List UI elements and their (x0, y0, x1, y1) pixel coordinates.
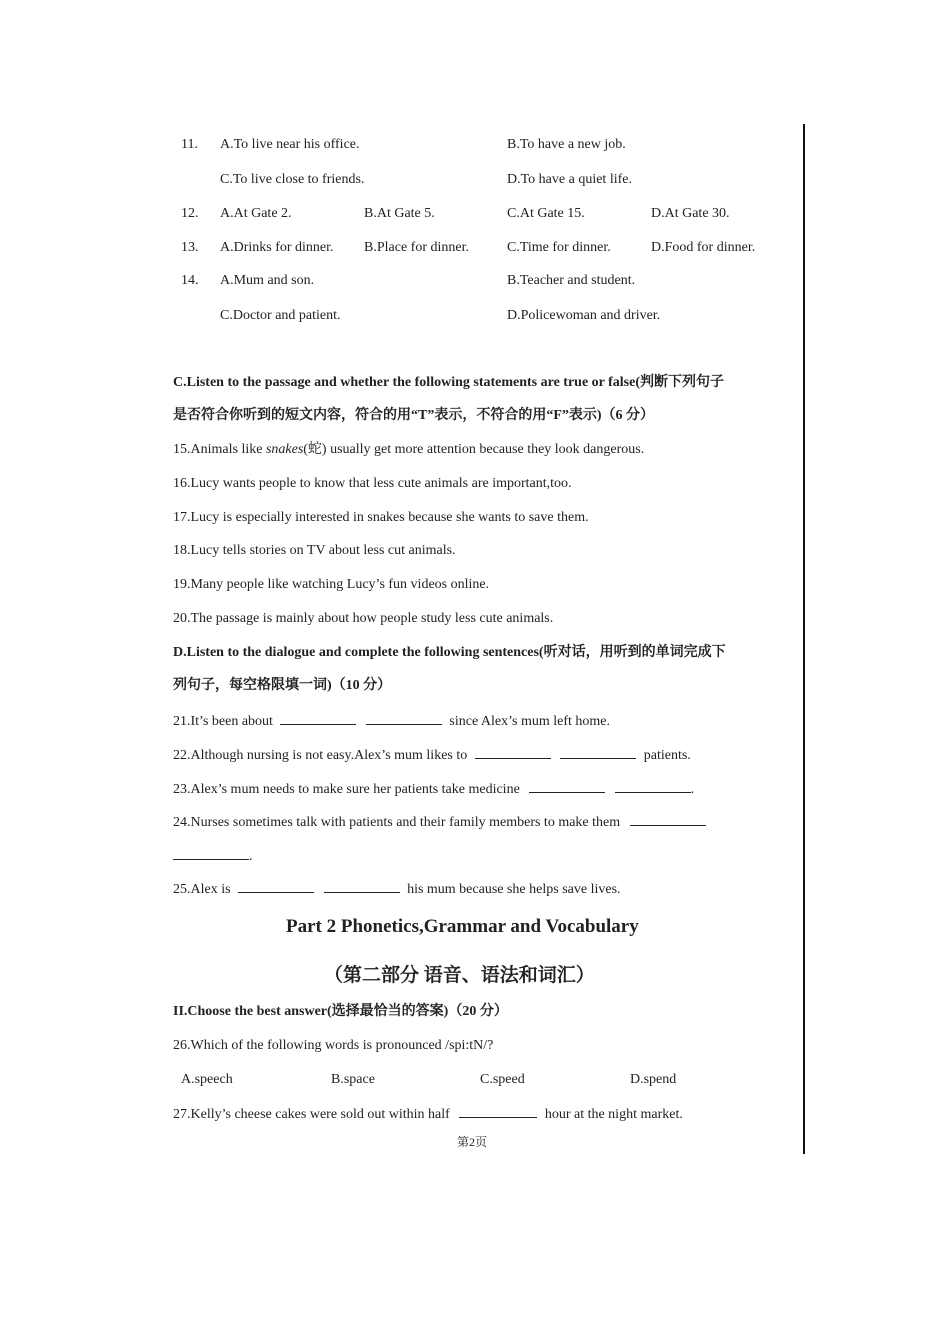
q27-text-post: hour at the night market. (544, 1107, 683, 1122)
q23-text-post: . (690, 782, 695, 797)
q22-text-post: patients. (643, 748, 691, 763)
q24-text-post: . (249, 849, 253, 864)
q13-option-c: C.Time for dinner. (507, 240, 611, 255)
q25-sentence (173, 881, 621, 897)
q12-option-c: C.At Gate 15. (507, 206, 585, 221)
q23-sentence (173, 781, 694, 797)
q13-option-b: B.Place for dinner. (364, 240, 469, 255)
q26-option-d: D.spend (630, 1072, 677, 1087)
q21-text-post: since Alex’s mum left home. (449, 714, 611, 729)
q26-question: 26.Which of the following words is pronounced /spi:tN/? (173, 1038, 494, 1053)
q21-text-pre: 21.It’s been about (173, 714, 273, 729)
q24-sentence-line2 (173, 848, 253, 864)
q19-statement: 19.Many people like watching Lucy’s fun videos online. (173, 577, 490, 592)
q26-option-c: C.speed (480, 1072, 525, 1087)
q14-option-c: C.Doctor and patient. (220, 308, 341, 323)
q23-blank-1[interactable] (529, 781, 605, 793)
q22-blank-2[interactable] (560, 747, 636, 759)
q12-option-a: A.At Gate 2. (220, 206, 292, 221)
section-c-heading-line1: C.Listen to the passage and whether the following statements are true or false(判断下列句子 (173, 375, 725, 390)
section-c-heading-line2: 是否符合你听到的短文内容，符合的用“T”表示，不符合的用“F”表示)（6 分） (173, 408, 655, 423)
q27-text-pre: 27.Kelly’s cheese cakes were sold out within half (173, 1107, 450, 1122)
q15-text-pre: 15.Animals like (173, 442, 266, 457)
page-number: 第2页 (457, 1135, 488, 1149)
margin-rule (803, 124, 805, 1154)
q11-option-a: A.To live near his office. (220, 137, 360, 152)
q14-number: 14. (181, 273, 199, 288)
q24-blank-2[interactable] (173, 848, 249, 860)
q24-blank-1[interactable] (630, 814, 706, 826)
q15-statement (173, 443, 644, 457)
q11-option-d: D.To have a quiet life. (507, 172, 632, 187)
q25-blank-2[interactable] (324, 881, 400, 893)
q13-option-a: A.Drinks for dinner. (220, 240, 334, 255)
q27-question (173, 1106, 683, 1122)
q14-option-a: A.Mum and son. (220, 273, 315, 288)
q26-option-b: B.space (331, 1072, 375, 1087)
q25-blank-1[interactable] (238, 881, 314, 893)
q12-option-d: D.At Gate 30. (651, 206, 730, 221)
q23-blank-2[interactable] (615, 781, 691, 793)
q24-text-pre: 24.Nurses sometimes talk with patients and their family members to make them (173, 815, 621, 830)
q25-text-pre: 25.Alex is (173, 882, 231, 897)
q14-option-d: D.Policewoman and driver. (507, 308, 661, 323)
q22-blank-1[interactable] (475, 747, 551, 759)
q13-number: 13. (181, 240, 199, 255)
part2-title-chinese: （第二部分 语音、语法和词汇） (324, 965, 595, 986)
section-ii-heading: II.Choose the best answer(选择最恰当的答案)（20 分） (173, 1004, 508, 1019)
q12-number: 12. (181, 206, 199, 221)
q15-text-post: (蛇) usually get more attention because they look dangerous. (303, 442, 645, 457)
q22-text-pre: 22.Although nursing is not easy.Alex’s mum likes to (173, 748, 468, 763)
q17-statement: 17.Lucy is especially interested in snakes because she wants to save them. (173, 510, 589, 525)
q16-statement: 16.Lucy wants people to know that less cute animals are important,too. (173, 476, 572, 491)
q26-option-a: A.speech (181, 1072, 233, 1087)
q21-blank-2[interactable] (366, 713, 442, 725)
q27-blank[interactable] (459, 1106, 537, 1118)
q12-option-b: B.At Gate 5. (364, 206, 435, 221)
q21-sentence (173, 713, 610, 729)
q11-number: 11. (181, 137, 198, 152)
q21-blank-1[interactable] (280, 713, 356, 725)
q24-sentence-line1 (173, 814, 706, 830)
section-d-heading-line1: D.Listen to the dialogue and complete the following sentences(听对话，用听到的单词完成下 (173, 645, 726, 660)
q23-text-pre: 23.Alex’s mum needs to make sure her patients take medicine (173, 782, 520, 797)
q25-text-post: his mum because she helps save lives. (407, 882, 621, 897)
q22-sentence (173, 747, 691, 763)
q14-option-b: B.Teacher and student. (507, 273, 636, 288)
q20-statement: 20.The passage is mainly about how people study less cute animals. (173, 611, 554, 626)
q11-option-c: C.To live close to friends. (220, 172, 365, 187)
q18-statement: 18.Lucy tells stories on TV about less cut animals. (173, 543, 456, 558)
q13-option-d: D.Food for dinner. (651, 240, 756, 255)
part2-title-english: Part 2 Phonetics,Grammar and Vocabulary (286, 916, 639, 937)
q11-option-b: B.To have a new job. (507, 137, 626, 152)
q15-text-italic: snakes (265, 442, 304, 457)
section-d-heading-line2: 列句子，每空格限填一词)（10 分） (173, 678, 392, 693)
